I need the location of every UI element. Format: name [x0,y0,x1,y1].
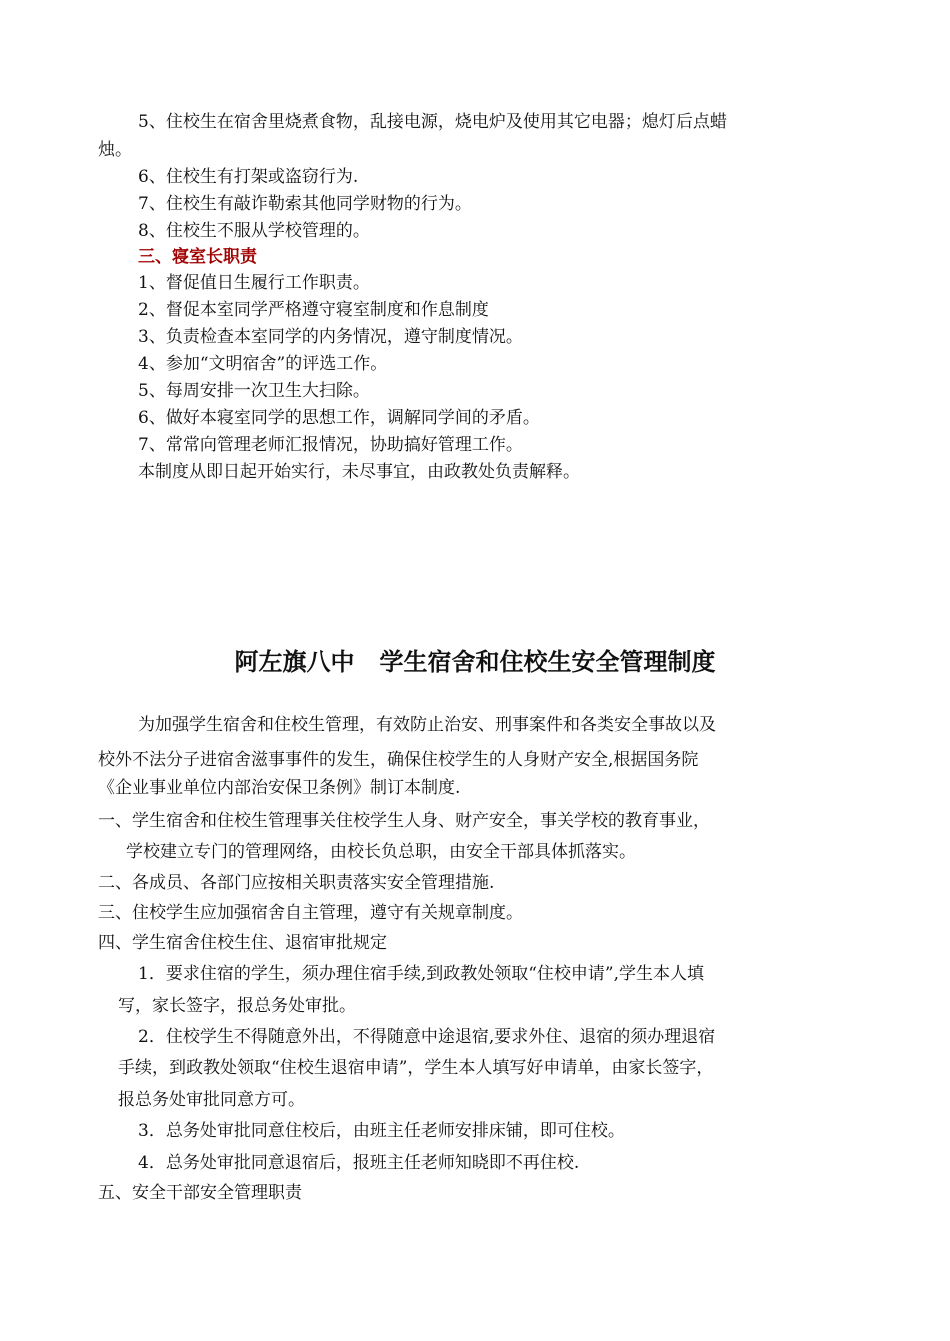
duty-5: 5、每周安排一次卫生大扫除。 [138,381,370,401]
clause-4-item-3: 3．总务处审批同意住校后，由班主任老师安排床铺，即可住校。 [138,1121,625,1141]
clause-4-item-1-line-1: 1．要求住宿的学生，须办理住宿手续,到政教处领取“住校申请”,学生本人填 [138,964,705,984]
intro-line-1: 为加强学生宿舍和住校生管理，有效防止治安、刑事案件和各类安全事故以及 [138,715,716,735]
clause-4-item-2-line-1: 2．住校学生不得随意外出，不得随意中途退宿,要求外住、退宿的须办理退宿 [138,1027,716,1047]
duty-7: 7、常常向管理老师汇报情况，协助搞好管理工作。 [138,435,523,455]
duty-1: 1、督促值日生履行工作职责。 [138,273,370,293]
clause-4-item-2-line-2: 手续，到政教处领取“住校生退宿申请”，学生本人填写好申请单，由家长签字， [118,1058,714,1078]
rule-5-line-2: 烛。 [98,140,132,160]
intro-line-3: 《企业事业单位内部治安保卫条例》制订本制度. [98,778,461,798]
clause-5: 五、安全干部安全管理职责 [98,1183,302,1203]
duty-4: 4、参加“文明宿舍”的评选工作。 [138,354,388,374]
duty-6: 6、做好本寝室同学的思想工作，调解同学间的矛盾。 [138,408,540,428]
rule-5-line-1: 5、住校生在宿舍里烧煮食物，乱接电源，烧电炉及使用其它电器；熄灯后点蜡 [138,112,727,132]
document-title: 阿左旗八中 学生宿舍和住校生安全管理制度 [234,648,716,676]
duty-3: 3、负责检查本室同学的内务情况，遵守制度情况。 [138,327,523,347]
duty-2: 2、督促本室同学严格遵守寝室制度和作息制度 [138,300,489,320]
clause-1-line-1: 一、学生宿舍和住校生管理事关住校学生人身、财产安全，事关学校的教育事业， [98,811,710,831]
clause-3: 三、住校学生应加强宿舍自主管理，遵守有关规章制度。 [98,903,523,923]
clause-4: 四、学生宿舍住校生住、退宿审批规定 [98,933,387,953]
clause-1-line-2: 学校建立专门的管理网络，由校长负总职，由安全干部具体抓落实。 [126,842,636,862]
closing-statement: 本制度从即日起开始实行，未尽事宜，由政教处负责解释。 [138,462,580,482]
clause-4-item-2-line-3: 报总务处审批同意方可。 [118,1090,305,1110]
clause-4-item-1-line-2: 写，家长签字，报总务处审批。 [118,996,356,1016]
section-heading-dorm-leader: 三、寝室长职责 [138,247,257,267]
rule-8: 8、住校生不服从学校管理的。 [138,221,370,241]
rule-7: 7、住校生有敲诈勒索其他同学财物的行为。 [138,194,472,214]
clause-2: 二、各成员、各部门应按相关职责落实安全管理措施. [98,873,495,893]
clause-4-item-4: 4．总务处审批同意退宿后，报班主任老师知晓即不再住校. [138,1153,580,1173]
intro-line-2: 校外不法分子进宿舍滋事事件的发生，确保住校学生的人身财产安全,根据国务院 [98,750,699,770]
rule-6: 6、住校生有打架或盗窃行为. [138,167,359,187]
